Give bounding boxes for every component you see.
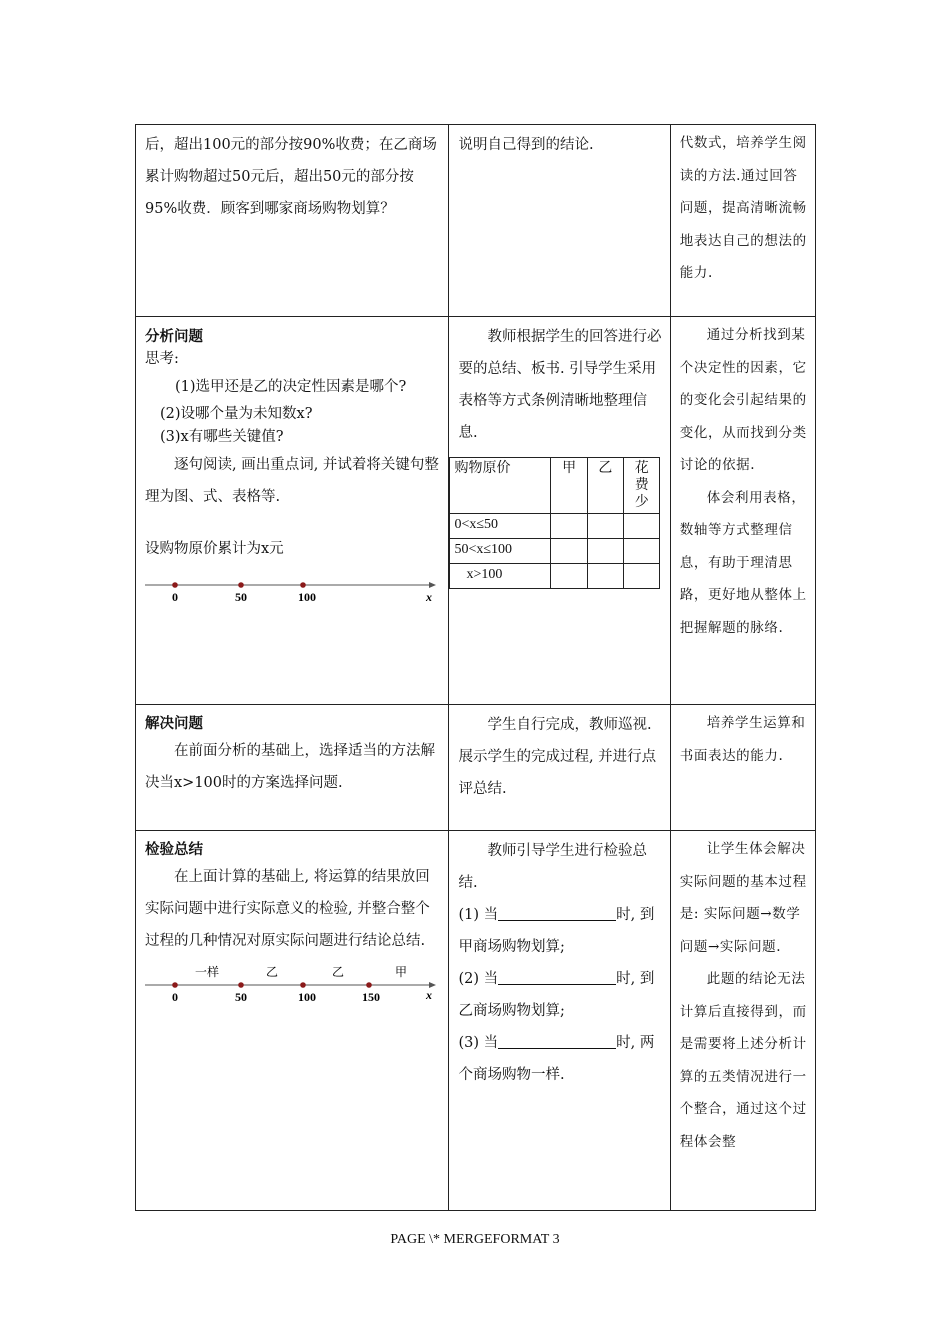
number-line-1-dot-50	[238, 582, 244, 588]
item-3-prefix: (3) 当	[458, 1035, 499, 1051]
number-line-1-dot-0	[172, 582, 178, 588]
number-line-1	[141, 575, 437, 615]
number-line-2-dot-50	[238, 982, 244, 988]
empty-cell[interactable]	[624, 514, 660, 539]
row3-intent-text: 培养学生运算和书面表达的能力.	[679, 715, 806, 764]
row4-intent-cell	[670, 831, 815, 1211]
read-instruction: 逐句阅读, 画出重点词, 并试着将关键句整理为图、式、表格等.	[145, 457, 439, 505]
row2-intent-cell	[670, 317, 815, 705]
answer-blank-1[interactable]	[498, 902, 616, 921]
row4-activity-intro: 教师引导学生进行检验总结.	[458, 843, 647, 891]
table-row	[450, 514, 660, 539]
row3-content-cell	[136, 705, 449, 831]
price-table-header-cheaper: 花费少	[624, 458, 660, 514]
row-problem-statement	[136, 125, 816, 317]
number-line-2-dot-0	[172, 982, 178, 988]
row1-intent-text: 代数式，培养学生阅读的方法.通过回答问题，提高清晰流畅地表达自己的想法的能力.	[679, 135, 807, 281]
empty-cell[interactable]	[551, 564, 587, 589]
row3-intent-cell	[670, 705, 815, 831]
answer-blank-3[interactable]	[498, 1030, 616, 1049]
row2-content-cell	[136, 317, 449, 705]
answer-blank-2[interactable]	[498, 966, 616, 985]
question-2: (2)设哪个量为未知数x?	[160, 406, 313, 422]
empty-cell[interactable]	[551, 539, 587, 564]
row-verify	[136, 831, 816, 1211]
row1-content-cell	[136, 125, 449, 317]
row4-content-cell	[136, 831, 449, 1211]
empty-cell[interactable]	[624, 539, 660, 564]
segment-label-yi-2: 乙	[331, 965, 345, 979]
number-line-1-tick-50: 50	[235, 590, 247, 604]
row3-activity-text: 学生自行完成，教师巡视. 展示学生的完成过程, 并进行点评总结.	[458, 717, 657, 797]
verify-text: 在上面计算的基础上, 将运算的结果放回实际问题中进行实际意义的检验, 并整合整个过程的几种情况对原实际问题进行结论总结.	[145, 869, 430, 949]
number-line-2-tick-150: 150	[362, 990, 380, 1004]
analyze-heading: 分析问题	[145, 328, 203, 345]
row-solve	[136, 705, 816, 831]
row1-intent-cell	[670, 125, 815, 317]
row1-activity-cell	[449, 125, 670, 317]
conclusion-item-2	[458, 963, 661, 1027]
row4-intent-para-2: 此题的结论无法计算后直接得到，而是需要将上述分析计算的五类情况进行一个整合，通过这个过程体会整	[679, 971, 807, 1150]
row2-activity-text: 教师根据学生的回答进行必要的总结、板书. 引导学生采用表格等方式条例清晰地整理信息.	[458, 329, 662, 441]
page-footer: PAGE \* MERGEFORMAT 3	[390, 1232, 560, 1247]
item-2-prefix: (2) 当	[458, 971, 499, 987]
row-analyze	[136, 317, 816, 705]
conclusion-item-3	[458, 1027, 661, 1091]
row2-intent-para-2: 体会利用表格，数轴等方式整理信息，有助于理清思路，更好地从整体上把握解题的脉络.	[679, 489, 807, 636]
lesson-plan-table	[135, 124, 816, 1211]
price-table-header-jia: 甲	[551, 458, 587, 514]
solve-text: 在前面分析的基础上，选择适当的方法解决当x>100时的方案选择问题.	[145, 743, 435, 791]
empty-cell[interactable]	[587, 564, 623, 589]
number-line-1-tick-0: 0	[172, 590, 178, 604]
price-range-cell: 0<x≤50	[450, 514, 551, 539]
row1-problem-text: 后，超出100元的部分按90%收费；在乙商场累计购物超过50元后，超出50元的部分按95%收费．顾客到哪家商场购物划算？	[145, 137, 437, 217]
solve-heading: 解决问题	[145, 715, 203, 732]
price-table-header-price: 购物原价	[450, 458, 551, 514]
number-line-1-dot-100	[300, 582, 306, 588]
row2-intent-para-1: 通过分析找到某个决定性的因素，它的变化会引起结果的变化，从而找到分类讨论的依据.	[679, 327, 807, 473]
price-table-header-row	[450, 458, 660, 514]
empty-cell[interactable]	[587, 539, 623, 564]
row1-activity-text: 说明自己得到的结论.	[458, 137, 594, 153]
price-range-cell: x>100	[450, 564, 551, 589]
segment-label-jia: 甲	[394, 965, 408, 979]
number-line-2	[141, 963, 437, 1009]
question-3: (3)x有哪些关键值?	[160, 429, 284, 445]
empty-cell[interactable]	[624, 564, 660, 589]
conclusion-item-1	[458, 899, 661, 963]
item-2-suffix: 时, 到乙商场购物划算;	[458, 971, 655, 1019]
segment-label-yi-1: 乙	[265, 965, 279, 979]
segment-label-equal: 一样	[194, 965, 220, 979]
item-1-prefix: (1) 当	[458, 907, 499, 923]
number-line-2-tick-50: 50	[235, 990, 247, 1004]
price-table-header-yi: 乙	[587, 458, 623, 514]
set-variable-text: 设购物原价累计为x元	[145, 541, 284, 557]
item-1-suffix: 时, 到甲商场购物划算;	[458, 907, 655, 955]
number-line-1-tick-100: 100	[298, 590, 316, 604]
item-3-suffix: 时, 两个商场购物一样.	[458, 1035, 655, 1083]
verify-heading: 检验总结	[145, 841, 203, 858]
table-row	[450, 564, 660, 589]
row4-activity-cell	[449, 831, 670, 1211]
number-line-2-axis-label: x	[426, 988, 432, 1002]
row2-activity-cell	[449, 317, 670, 705]
number-line-2-dot-100	[300, 982, 306, 988]
price-range-cell: 50<x≤100	[450, 539, 551, 564]
empty-cell[interactable]	[587, 514, 623, 539]
think-label: 思考:	[145, 351, 179, 367]
number-line-2-dot-150	[366, 982, 372, 988]
empty-cell[interactable]	[551, 514, 587, 539]
number-line-1-axis-label: x	[426, 590, 432, 604]
price-comparison-table	[449, 457, 660, 589]
row3-activity-cell	[449, 705, 670, 831]
table-row	[450, 539, 660, 564]
row4-intent-para-1: 让学生体会解决实际问题的基本过程是: 实际问题→数学问题→实际问题.	[679, 841, 807, 955]
number-line-2-tick-100: 100	[298, 990, 316, 1004]
number-line-2-tick-0: 0	[172, 990, 178, 1004]
question-1: (1)选甲还是乙的决定性因素是哪个?	[175, 379, 407, 395]
